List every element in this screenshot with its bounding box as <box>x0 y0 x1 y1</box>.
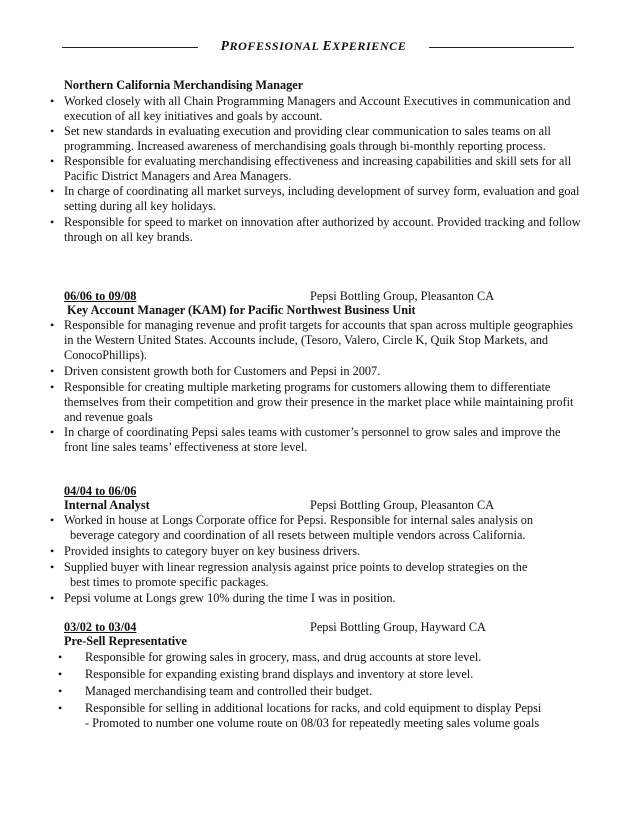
bullet-text: Pacific District Managers and Area Managers. <box>64 169 292 183</box>
bullet-text: Supplied buyer with linear regression analysis against price points to develop strategies on the <box>64 560 528 574</box>
bullet-text: Pepsi volume at Longs grew 10% during the time I was in position. <box>64 591 396 605</box>
bullet-text: Responsible for managing revenue and profit targets for accounts that span across multiple geographies <box>64 318 573 332</box>
job-company: Pepsi Bottling Group, Pleasanton CA <box>310 289 495 303</box>
job-title: Pre-Sell Representative <box>64 634 187 648</box>
bullet-text: best times to promote specific packages. <box>70 575 269 589</box>
bullet-icon: • <box>50 591 55 605</box>
section-title: PROFESSIONAL EXPERIENCE <box>220 38 407 53</box>
job-title: Internal Analyst <box>64 498 150 512</box>
bullet-text: programming. Increased awareness of merchandising goals through bi-monthly reporting process. <box>64 139 546 153</box>
bullet-text: and revenue goals <box>64 410 153 424</box>
bullet-icon: • <box>58 684 63 698</box>
bullet-icon: • <box>50 94 55 108</box>
job-company: Pepsi Bottling Group, Hayward CA <box>310 620 486 634</box>
bullet-icon: • <box>50 544 55 558</box>
bullet-icon: • <box>50 425 55 439</box>
bullet-text: Responsible for selling in additional locations for racks, and cold equipment to display Pepsi <box>85 701 542 715</box>
bullet-icon: • <box>50 560 55 574</box>
bullet-text: Responsible for evaluating merchandising effectiveness and increasing capabilities and skill sets for all <box>64 154 572 168</box>
bullet-text: Responsible for speed to market on innovation after authorized by account. Provided tracking and follow <box>64 215 581 229</box>
bullet-icon: • <box>50 513 55 527</box>
bullet-text: Set new standards in evaluating execution and providing clear communication to sales teams on all <box>64 124 551 138</box>
bullet-icon: • <box>58 650 63 664</box>
bullet-text: Responsible for expanding existing brand displays and inventory at store level. <box>85 667 474 681</box>
job-company: Pepsi Bottling Group, Pleasanton CA <box>310 498 495 512</box>
bullet-icon: • <box>50 124 55 138</box>
job-title: Northern California Merchandising Manager <box>64 78 304 92</box>
bullet-text: execution of all key initiatives and goals by account. <box>64 109 323 123</box>
bullet-icon: • <box>50 364 55 378</box>
bullet-text: themselves from their competition and grow their presence in the market place while maintaining profit <box>64 395 574 409</box>
job-dates: 06/06 to 09/08 <box>64 289 137 303</box>
job-dates: 04/04 to 06/06 <box>64 484 137 498</box>
bullet-text: Managed merchandising team and controlled their budget. <box>85 684 373 698</box>
section-heading <box>62 38 574 56</box>
bullet-text: setting during all key holidays. <box>64 199 216 213</box>
bullet-icon: • <box>50 380 55 394</box>
bullet-text: front line sales teams’ effectiveness at store level. <box>64 440 308 454</box>
bullet-text: Provided insights to category buyer on key business drivers. <box>64 544 361 558</box>
bullet-text: in the Western United States. Accounts include, (Tesoro, Valero, Circle K, Quik Stop Markets, and <box>64 333 549 347</box>
bullet-icon: • <box>50 184 55 198</box>
bullet-text: In charge of coordinating all market surveys, including development of survey form, evaluation and goal <box>64 184 580 198</box>
bullet-text: Worked closely with all Chain Programming Managers and Account Executives in communication and <box>64 94 571 108</box>
job-title: Key Account Manager (KAM) for Pacific Northwest Business Unit <box>67 303 416 317</box>
bullet-text: Driven consistent growth both for Customers and Pepsi in 2007. <box>64 364 381 378</box>
bullet-icon: • <box>50 154 55 168</box>
bullet-text: Responsible for creating multiple marketing programs for customers allowing them to differentiate <box>64 380 551 394</box>
bullet-icon: • <box>58 701 63 715</box>
job-dates: 03/02 to 03/04 <box>64 620 137 634</box>
bullet-icon: • <box>58 667 63 681</box>
bullet-text: In charge of coordinating Pepsi sales teams with customer’s personnel to grow sales and improve the <box>64 425 561 439</box>
bullet-icon: • <box>50 318 55 332</box>
bullet-text: Responsible for growing sales in grocery, mass, and drug accounts at store level. <box>85 650 482 664</box>
bullet-text: through on all key brands. <box>64 230 193 244</box>
heading-rule-right <box>429 47 574 48</box>
heading-rule-left <box>62 47 198 48</box>
bullet-text: Worked in house at Longs Corporate office for Pepsi. Responsible for internal sales analysis on <box>64 513 534 527</box>
bullet-text: beverage category and coordination of all resets between multiple vendors across California. <box>70 528 526 542</box>
bullet-text: - Promoted to number one volume route on 08/03 for repeatedly meeting sales volume goals <box>85 716 540 730</box>
bullet-icon: • <box>50 215 55 229</box>
bullet-text: ConocoPhillips). <box>64 348 148 362</box>
